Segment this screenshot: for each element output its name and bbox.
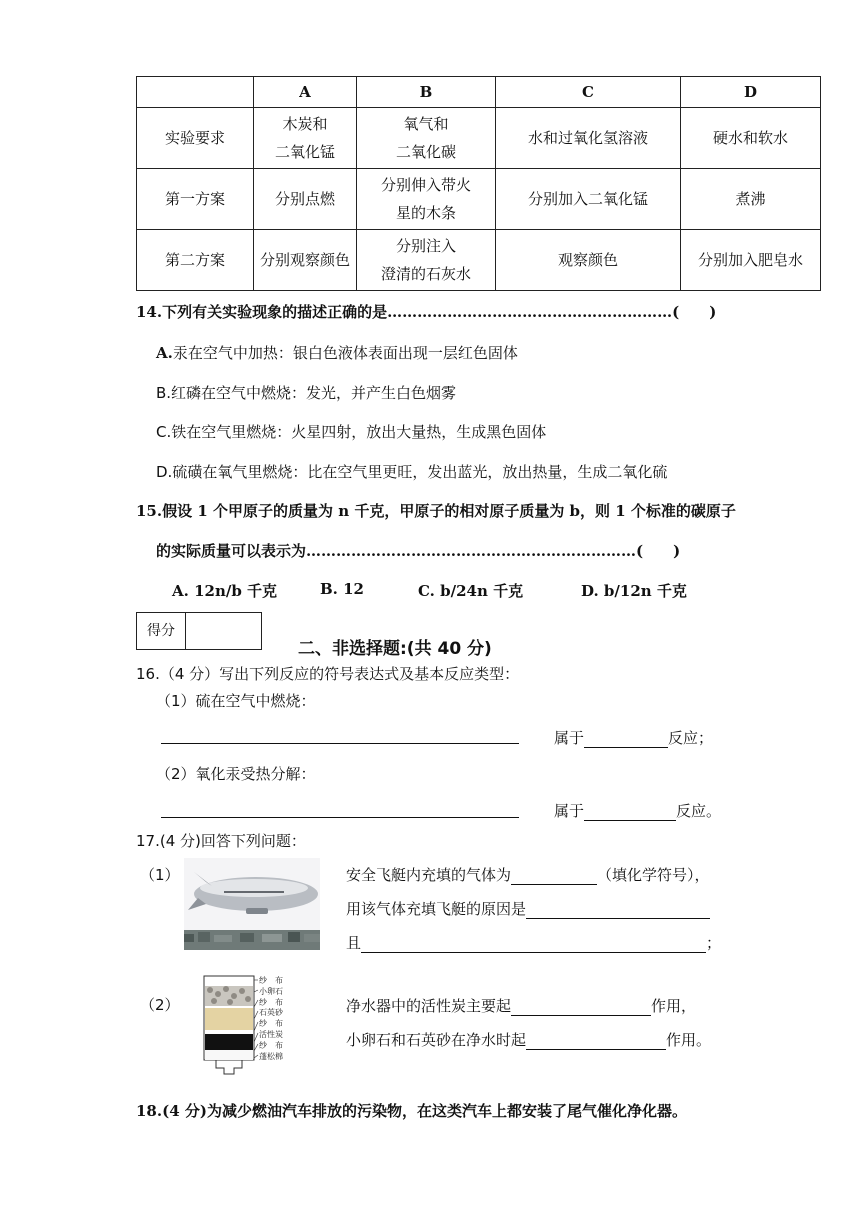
table-cell: 分别加入肥皂水 (681, 230, 821, 291)
question-17-part1-number: （1） (140, 866, 180, 884)
question-14-option-c: C.铁在空气里燃烧：火星四射，放出大量热，生成黑色固体 (156, 423, 547, 441)
table-header-row (137, 77, 821, 108)
water-filter-diagram (196, 974, 318, 1082)
question-16-sub1: （1）硫在空气中燃烧： (156, 692, 316, 710)
answer-blank[interactable] (526, 1033, 666, 1050)
filter-label: 纱 布 (259, 1040, 283, 1050)
filter-label: 石英砂 (259, 1008, 283, 1018)
question-14-option-b: B.红磷在空气中燃烧：发光，并产生白色烟雾 (156, 384, 457, 402)
question-17-part2-number: （2） (140, 996, 180, 1014)
filter-label: 活性炭 (259, 1029, 283, 1039)
question-17-part2-line2: 小卵石和石英砂在净水时起 作用。 (346, 1031, 712, 1049)
table-row (137, 169, 821, 230)
table-cell: 分别伸入带火 星的木条 (357, 169, 496, 230)
table-header-cell: D (681, 77, 821, 108)
airship-image (184, 858, 320, 950)
table-cell: 分别观察颜色 (254, 230, 357, 291)
table-cell: 木炭和 二氧化锰 (254, 108, 357, 169)
question-17-part1-line3: 且 ； (346, 934, 722, 952)
question-15-stem-line2: 的实际质量可以表示为…………………………………………………………( ) (156, 542, 681, 560)
question-14-option-d: D.硫磺在氧气里燃烧：比在空气里更旺，发出蓝光，放出热量，生成二氧化硫 (156, 463, 668, 481)
score-label: 得分 (137, 613, 186, 649)
answer-blank[interactable] (584, 731, 668, 748)
table-header-cell (137, 77, 254, 108)
answer-blank[interactable] (361, 936, 706, 953)
table-cell: 氧气和 二氧化碳 (357, 108, 496, 169)
table-header-cell: A (254, 77, 357, 108)
answer-blank[interactable] (511, 868, 597, 885)
filter-label: 纱 布 (259, 976, 283, 985)
table-header-cell: B (357, 77, 496, 108)
table-cell: 硬水和软水 (681, 108, 821, 169)
score-box (136, 612, 262, 650)
question-18-stem: 18.(4 分)为减少燃油汽车排放的污染物，在这类汽车上都安装了尾气催化净化器。 (136, 1102, 687, 1120)
table-cell: 分别注入 澄清的石灰水 (357, 230, 496, 291)
table-row (137, 230, 821, 291)
answer-line[interactable] (161, 743, 519, 744)
filter-label: 小卵石 (259, 986, 283, 996)
question-16-stem: 16.（4 分）写出下列反应的符号表达式及基本反应类型： (136, 665, 520, 683)
question-14-stem: 14.下列有关实验现象的描述正确的是…………………………………………………( ) (136, 303, 717, 321)
section-heading: 二、非选择题:(共 40 分) (298, 639, 492, 659)
table-cell: 分别加入二氧化锰 (496, 169, 681, 230)
filter-label: 蓬松棉 (259, 1051, 283, 1061)
question-15-option-c: C. b/24n 千克 (418, 582, 524, 600)
table-row (137, 108, 821, 169)
question-17-part1-line2: 用该气体充填飞艇的原因是 (346, 898, 710, 919)
table-cell: 观察颜色 (496, 230, 681, 291)
answer-blank[interactable] (526, 902, 710, 919)
row-label: 实验要求 (137, 108, 254, 169)
question-16-type1: 属于 反应； (554, 729, 714, 747)
table-cell: 水和过氧化氢溶液 (496, 108, 681, 169)
row-label: 第二方案 (137, 230, 254, 291)
question-17-stem: 17.(4 分)回答下列问题： (136, 832, 306, 850)
filter-label: 纱 布 (259, 1019, 283, 1029)
row-label: 第一方案 (137, 169, 254, 230)
answer-blank[interactable] (584, 804, 676, 821)
answer-blank[interactable] (511, 999, 651, 1016)
question-15-stem-line1: 15.假设 1 个甲原子的质量为 n 千克，甲原子的相对原子质量为 b，则 1 个标准的碳原子 (136, 502, 736, 520)
question-16-sub2: （2）氧化汞受热分解： (156, 765, 316, 783)
question-17-part2-line1: 净水器中的活性炭主要起 作用， (346, 997, 697, 1015)
question-15-option-b: B. 12 (320, 580, 364, 598)
question-17-part1-line1: 安全飞艇内充填的气体为 （填化学符号）， (346, 866, 710, 884)
table-cell: 分别点燃 (254, 169, 357, 230)
question-15-option-a: A. 12n/b 千克 (172, 582, 278, 600)
comparison-table (136, 76, 821, 291)
question-15-option-d: D. b/12n 千克 (581, 582, 687, 600)
question-16-type2: 属于 反应。 (554, 802, 722, 820)
table-header-cell: C (496, 77, 681, 108)
question-14-option-a: A.汞在空气中加热：银白色液体表面出现一层红色固体 (156, 344, 518, 362)
filter-label: 纱 布 (259, 997, 283, 1007)
table-cell: 煮沸 (681, 169, 821, 230)
answer-line[interactable] (161, 817, 519, 818)
